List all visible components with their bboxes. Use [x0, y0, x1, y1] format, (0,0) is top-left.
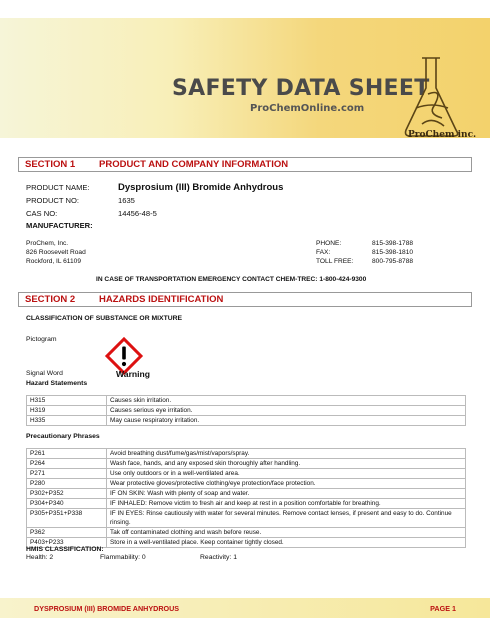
table-row [27, 509, 466, 528]
table-row [27, 416, 466, 426]
table-row [27, 479, 466, 489]
precaution-text: Store in a well-ventilated place. Keep container tightly closed. [107, 538, 466, 548]
section-2-header [18, 292, 472, 307]
table-row [27, 528, 466, 538]
hmis-reactivity: Reactivity: 1 [200, 554, 238, 561]
precautionary-heading: Precautionary Phrases [26, 433, 100, 440]
product-no-label: PRODUCT NO: [26, 196, 80, 205]
precaution-code: P403+P233 [27, 538, 107, 548]
precaution-text: Wash face, hands, and any exposed skin thoroughly after handling. [107, 459, 466, 469]
precaution-code: P261 [27, 449, 107, 459]
precaution-code: P362 [27, 528, 107, 538]
manufacturer-label: MANUFACTURER: [26, 221, 93, 230]
precautionary-table [26, 448, 466, 548]
table-row [27, 459, 466, 469]
tollfree-number: 800-795-8788 [372, 258, 414, 265]
precaution-text: IF ON SKIN: Wash with plenty of soap and water. [107, 489, 466, 499]
section-2-number: SECTION 2 [25, 294, 76, 305]
precaution-code: P304+P340 [27, 499, 107, 509]
hmis-health: Health: 2 [26, 554, 54, 561]
precaution-code: P280 [27, 479, 107, 489]
address-line: ProChem, Inc. [26, 240, 69, 247]
document-title: SAFETY DATA SHEET [172, 76, 430, 101]
address-line: Rockford, IL 61109 [26, 258, 81, 265]
cas-number: 14456-48-5 [118, 209, 157, 218]
product-name-label: PRODUCT NAME: [26, 183, 90, 192]
precaution-code: P271 [27, 469, 107, 479]
table-row [27, 469, 466, 479]
table-row [27, 499, 466, 509]
precaution-text: Avoid breathing dust/fume/gas/mist/vapors/spray. [107, 449, 466, 459]
hmis-heading: HMIS CLASSIFICATION: [26, 546, 104, 553]
precaution-text: IF IN EYES: Rinse cautiously with water for several minutes. Remove contact lenses, if present and easy to do. Continue rinsing. [107, 509, 466, 528]
table-row [27, 449, 466, 459]
footer-product-name: DYSPROSIUM (III) BROMIDE ANHYDROUS [34, 604, 180, 613]
fax-label: FAX: [316, 249, 331, 256]
hazard-code: H315 [27, 396, 107, 406]
hazard-code: H335 [27, 416, 107, 426]
table-row [27, 396, 466, 406]
tollfree-label: TOLL FREE: [316, 258, 354, 265]
signal-word-label: Signal Word [26, 370, 63, 377]
precaution-code: P264 [27, 459, 107, 469]
classification-heading: CLASSIFICATION OF SUBSTANCE OR MIXTURE [26, 315, 183, 322]
precaution-code: P305+P351+P338 [27, 509, 107, 528]
website-url[interactable]: ProChemOnline.com [250, 103, 365, 114]
section-2-title: HAZARDS IDENTIFICATION [99, 294, 224, 305]
precaution-text: Tak off contaminated clothing and wash before reuse. [107, 528, 466, 538]
page-number: PAGE 1 [430, 604, 456, 613]
section-1-number: SECTION 1 [25, 159, 76, 170]
hazard-statements-table [26, 395, 466, 426]
logo-text: ProChem inc. [408, 130, 477, 140]
header-banner [0, 18, 490, 138]
hazard-code: H319 [27, 406, 107, 416]
table-row [27, 489, 466, 499]
hazard-text: Causes serious eye irritation. [107, 406, 466, 416]
emergency-contact: IN CASE OF TRANSPORTATION EMERGENCY CONTACT CHEM-TREC: 1-800-424-9300 [96, 276, 367, 283]
signal-word: Warning [116, 369, 151, 379]
section-1-header [18, 157, 472, 172]
phone-label: PHONE: [316, 240, 342, 247]
address-line: 826 Roosevelt Road [26, 249, 86, 256]
product-name: Dysprosium (III) Bromide Anhydrous [118, 182, 284, 193]
section-1-title: PRODUCT AND COMPANY INFORMATION [99, 159, 289, 170]
cas-label: CAS NO: [26, 209, 58, 218]
page-footer [0, 598, 490, 618]
phone-number: 815-398-1788 [372, 240, 414, 247]
fax-number: 815-398-1810 [372, 249, 414, 256]
pictogram-label: Pictogram [26, 336, 57, 343]
product-no: 1635 [118, 196, 135, 205]
hazard-statements-heading: Hazard Statements [26, 380, 88, 387]
precaution-text: Use only outdoors or in a well-ventilated area. [107, 469, 466, 479]
precaution-text: IF INHALED: Remove victim to fresh air and keep at rest in a position comfortable for breathing. [107, 499, 466, 509]
hazard-text: Causes skin irritation. [107, 396, 466, 406]
precaution-code: P302+P352 [27, 489, 107, 499]
hmis-flammability: Flammability: 0 [100, 554, 146, 561]
precaution-text: Wear protective gloves/protective clothing/eye protection/face protection. [107, 479, 466, 489]
hazard-text: May cause respiratory irritation. [107, 416, 466, 426]
table-row [27, 406, 466, 416]
